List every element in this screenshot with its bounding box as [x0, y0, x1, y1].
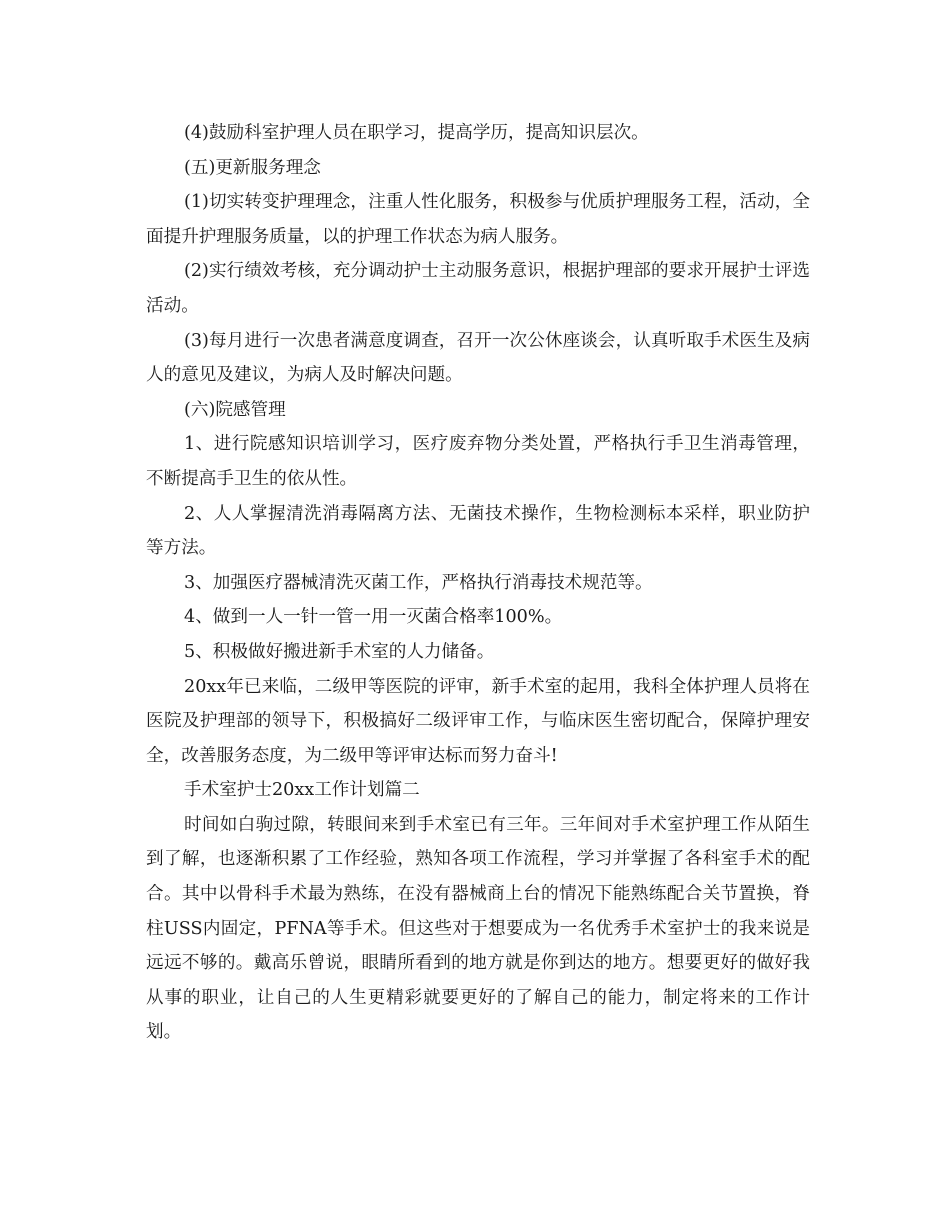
list-item-5: 5、积极做好搬进新手术室的人力储备。	[184, 641, 495, 662]
article-title: 手术室护士20xx工作计划篇二	[184, 780, 420, 801]
section-heading-5: (五)更新服务理念	[184, 157, 321, 178]
paragraph-item-3: (3)每月进行一次患者满意度调查，召开一次公休座谈会，认真听取手术医生及病人的意见及建议，为病人及时解决问题。	[146, 330, 810, 386]
list-item-3: 3、加强医疗器械清洗灭菌工作，严格执行消毒技术规范等。	[184, 572, 653, 593]
paragraph-item-2: (2)实行绩效考核，充分调动护士主动服务意识，根据护理部的要求开展护士评选活动。	[146, 261, 810, 316]
closing-paragraph: 20xx年已来临，二级甲等医院的评审，新手术室的起用，我科全体护理人员将在医院及护理部的领导下，积极搞好二级评审工作，与临床医生密切配合，保障护理安全，改善服务态度，为二级甲等评审达标而努力奋斗!	[146, 676, 810, 766]
list-item-1: 1、进行院感知识培训学习，医疗废弃物分类处置，严格执行手卫生消毒管理，不断提高手卫生的依从性。	[146, 434, 810, 489]
section-heading-6: (六)院感管理	[184, 399, 286, 420]
paragraph-item-1: (1)切实转变护理理念，注重人性化服务，积极参与优质护理服务工程，活动，全面提升护理服务质量，以的护理工作状态为病人服务。	[146, 192, 810, 247]
document-body	[146, 116, 810, 1050]
paragraph-item-4: (4)鼓励科室护理人员在职学习，提高学历，提高知识层次。	[184, 123, 649, 143]
list-item-2: 2、人人掌握清洗消毒隔离方法、无菌技术操作，生物检测标本采样，职业防护等方法。	[146, 503, 810, 559]
list-item-4: 4、做到一人一针一管一用一灭菌合格率100%。	[184, 607, 563, 628]
intro-paragraph: 时间如白驹过隙，转眼间来到手术室已有三年。三年间对手术室护理工作从陌生到了解，也逐渐积累了工作经验，熟知各项工作流程，学习并掌握了各科室手术的配合。其中以骨科手术最为熟练，在没有器械商上台的情况下能熟练配合关节置换，脊柱USS内固定，PFNA等手术。但这些对于想要成为一名优秀手术室护士的我来说是远远不够的。戴高乐曾说，眼睛所看到的地方就是你到达的地方。想要更好的做好我从事的职业，让自己的人生更精彩就要更好的了解自己的能力，制定将来的工作计划。	[146, 814, 810, 1043]
